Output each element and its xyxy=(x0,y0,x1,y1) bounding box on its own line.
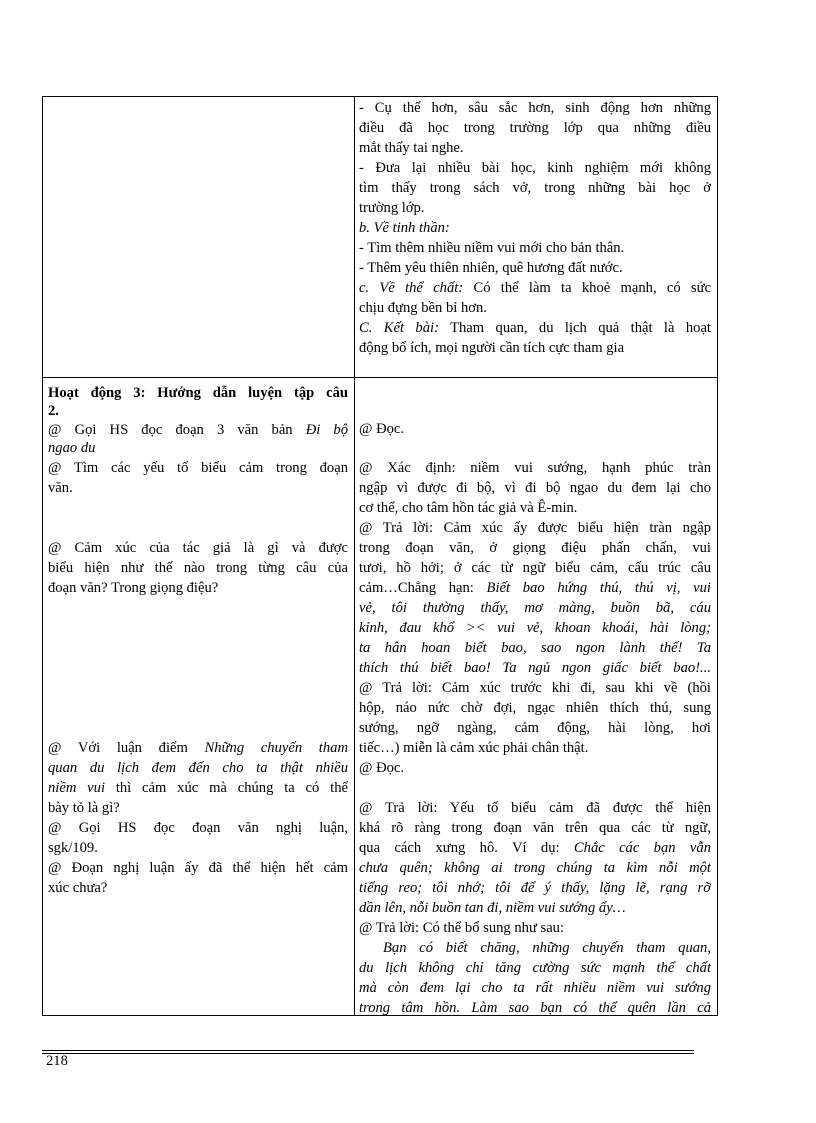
question-line xyxy=(48,778,348,798)
answer-line: @ Trả lời: Cảm xúc trước khi đi, sau khi về (hồi xyxy=(359,680,711,696)
text-span: @ Gọi HS đọc đoạn 3 văn bản xyxy=(48,422,306,438)
activity-title: 2. xyxy=(48,403,59,419)
question-line xyxy=(48,420,348,440)
question-line: văn. xyxy=(48,480,73,496)
text-span: Có thể làm ta khoẻ mạnh, có sức xyxy=(463,280,711,296)
question-line: đoạn văn? Trong giọng điệu? xyxy=(48,580,219,596)
column-divider xyxy=(354,97,355,1015)
answer-line: vẻ, tôi thường thấy, mơ màng, buồn bã, cáu xyxy=(359,600,711,616)
answer-line: ta hân hoan biết bao, sao ngon lành thế! Ta xyxy=(359,640,711,656)
question-line: xúc chưa? xyxy=(48,880,108,896)
answer-line: hộp, náo nức chờ đợi, ngạc nhiên thích thú, sung xyxy=(359,700,711,716)
answer-line: @ Trả lời: Có thể bổ sung như sau: xyxy=(359,920,565,936)
answer-line: kỉnh, đau khổ >< vui vẻ, khoan khoái, hài lòng; xyxy=(359,620,711,636)
text-line: động bổ ích, mọi người cần tích cực tham gia xyxy=(359,340,625,356)
text-line: tìm thấy trong sách vở, trong những bài học ở xyxy=(359,180,711,196)
answer-line: trong đoạn văn, ở giọng điệu phấn chấn, vui xyxy=(359,540,711,556)
answer-line: Bạn có biết chăng, những chuyến tham quan, xyxy=(383,940,711,956)
text-span: niềm vui xyxy=(48,780,106,796)
text-line: - Đưa lại nhiều bài học, kinh nghiệm mới không xyxy=(359,160,711,176)
activity-title: Hoạt động 3: Hướng dẫn luyện tập câu xyxy=(48,385,348,401)
answer-line: @ Đọc. xyxy=(359,760,405,776)
text-span: Biết bao hứng thú, thú vị, vui xyxy=(486,580,711,596)
answer-line: thích thú biết bao! Ta ngủ ngon giấc biết bao!... xyxy=(359,660,711,676)
section-heading: C. Kết bài: xyxy=(359,320,439,336)
question-line: @ Đoạn nghị luận ấy đã thể hiện hết cảm xyxy=(48,860,348,876)
question-line: biểu hiện như thế nào trong từng câu của xyxy=(48,560,348,576)
answer-line: trong tâm hồn. Làm sao bạn có thể quên lần cả xyxy=(359,1000,711,1016)
text-span: thì cảm xúc mà chúng ta có thể xyxy=(105,780,348,796)
section-heading: b. Về tinh thần: xyxy=(359,220,450,236)
answer-line: chưa quên; không ai trong chúng ta kìm nỗi một xyxy=(359,860,711,876)
answer-line: du lịch không chỉ tăng cường sức mạnh thể chất xyxy=(359,960,711,976)
answer-line: tiếc…) miễn là cảm xúc phải chân thật. xyxy=(359,740,589,756)
text-span: qua cách xưng hô. Ví dụ: xyxy=(359,840,574,856)
page-number: 218 xyxy=(46,1053,68,1069)
text-span: Chắc các bạn vẫn xyxy=(573,840,711,856)
answer-line: @ Trả lời: Cảm xúc ấy được biểu hiện tràn ngập xyxy=(359,520,711,536)
text-span: @ Với luận điểm xyxy=(48,740,205,756)
text-line: chịu đựng bền bỉ hơn. xyxy=(359,300,487,316)
answer-line: ngập vì được đi bộ, vì đi bộ ngao du đem lại cho xyxy=(359,480,711,496)
answer-line xyxy=(359,578,711,598)
answer-line: @ Đọc. xyxy=(359,421,405,437)
text-span: Đi bộ xyxy=(305,422,348,438)
answer-line: sướng, ngỡ ngàng, cảm động, hài lòng, hơi xyxy=(359,720,711,736)
question-line: @ Tìm các yếu tố biểu cảm trong đoạn xyxy=(48,460,348,476)
text-line: - Thêm yêu thiên nhiên, quê hương đất nước. xyxy=(359,260,623,276)
answer-line: tiếng reo; tôi nhớ; tôi để ý thấy, lặng lẽ, rạng rỡ xyxy=(359,880,711,896)
footer-rule xyxy=(42,1053,694,1054)
text-line: trường lớp. xyxy=(359,200,425,216)
answer-line: dần lên, nỗi buồn tan đi, niềm vui sướng ấy… xyxy=(359,900,626,916)
lesson-table xyxy=(42,96,718,1016)
text-line: mắt thấy tai nghe. xyxy=(359,140,464,156)
question-line: quan du lịch đem đến cho ta thật nhiều xyxy=(48,760,348,776)
text-span: Tham quan, du lịch quả thật là hoạt xyxy=(438,320,711,336)
footer-rule xyxy=(42,1050,694,1051)
answer-line: mà còn đem lại cho ta rất nhiều niềm vui sướng xyxy=(359,980,711,996)
question-line: ngao du xyxy=(48,440,96,456)
text-line: - Cụ thể hơn, sâu sắc hơn, sinh động hơn những xyxy=(359,100,711,116)
question-line: @ Gọi HS đọc đoạn văn nghị luận, xyxy=(48,820,348,836)
text-line: điều đã học trong trường lớp qua những điều xyxy=(359,120,711,136)
answer-line: @ Xác định: niềm vui sướng, hạnh phúc tràn xyxy=(359,460,711,476)
text-line xyxy=(359,278,711,298)
row-divider xyxy=(43,377,717,378)
section-heading: c. Về thể chất: xyxy=(359,280,464,296)
text-line: - Tìm thêm nhiều niềm vui mới cho bản thân. xyxy=(359,240,625,256)
answer-line xyxy=(359,838,711,858)
answer-line: cơ thể, cho tâm hồn tác giả và Ê-min. xyxy=(359,500,578,516)
question-line: @ Cảm xúc của tác giả là gì và được xyxy=(48,540,348,556)
answer-line: tươi, hồ hởi; ở các từ ngữ biểu cảm, cấu trúc câu xyxy=(359,560,711,576)
text-line xyxy=(359,318,711,338)
question-line xyxy=(48,738,348,758)
text-span: Những chuyến tham xyxy=(204,740,348,756)
question-line: bày tỏ là gì? xyxy=(48,800,120,816)
question-line: sgk/109. xyxy=(48,840,98,856)
answer-line: khá rõ ràng trong đoạn văn trên qua các từ ngữ, xyxy=(359,820,711,836)
text-span: cảm…Chẳng hạn: xyxy=(359,580,487,596)
answer-line: @ Trả lời: Yếu tố biểu cảm đã được thể hiện xyxy=(359,800,711,816)
